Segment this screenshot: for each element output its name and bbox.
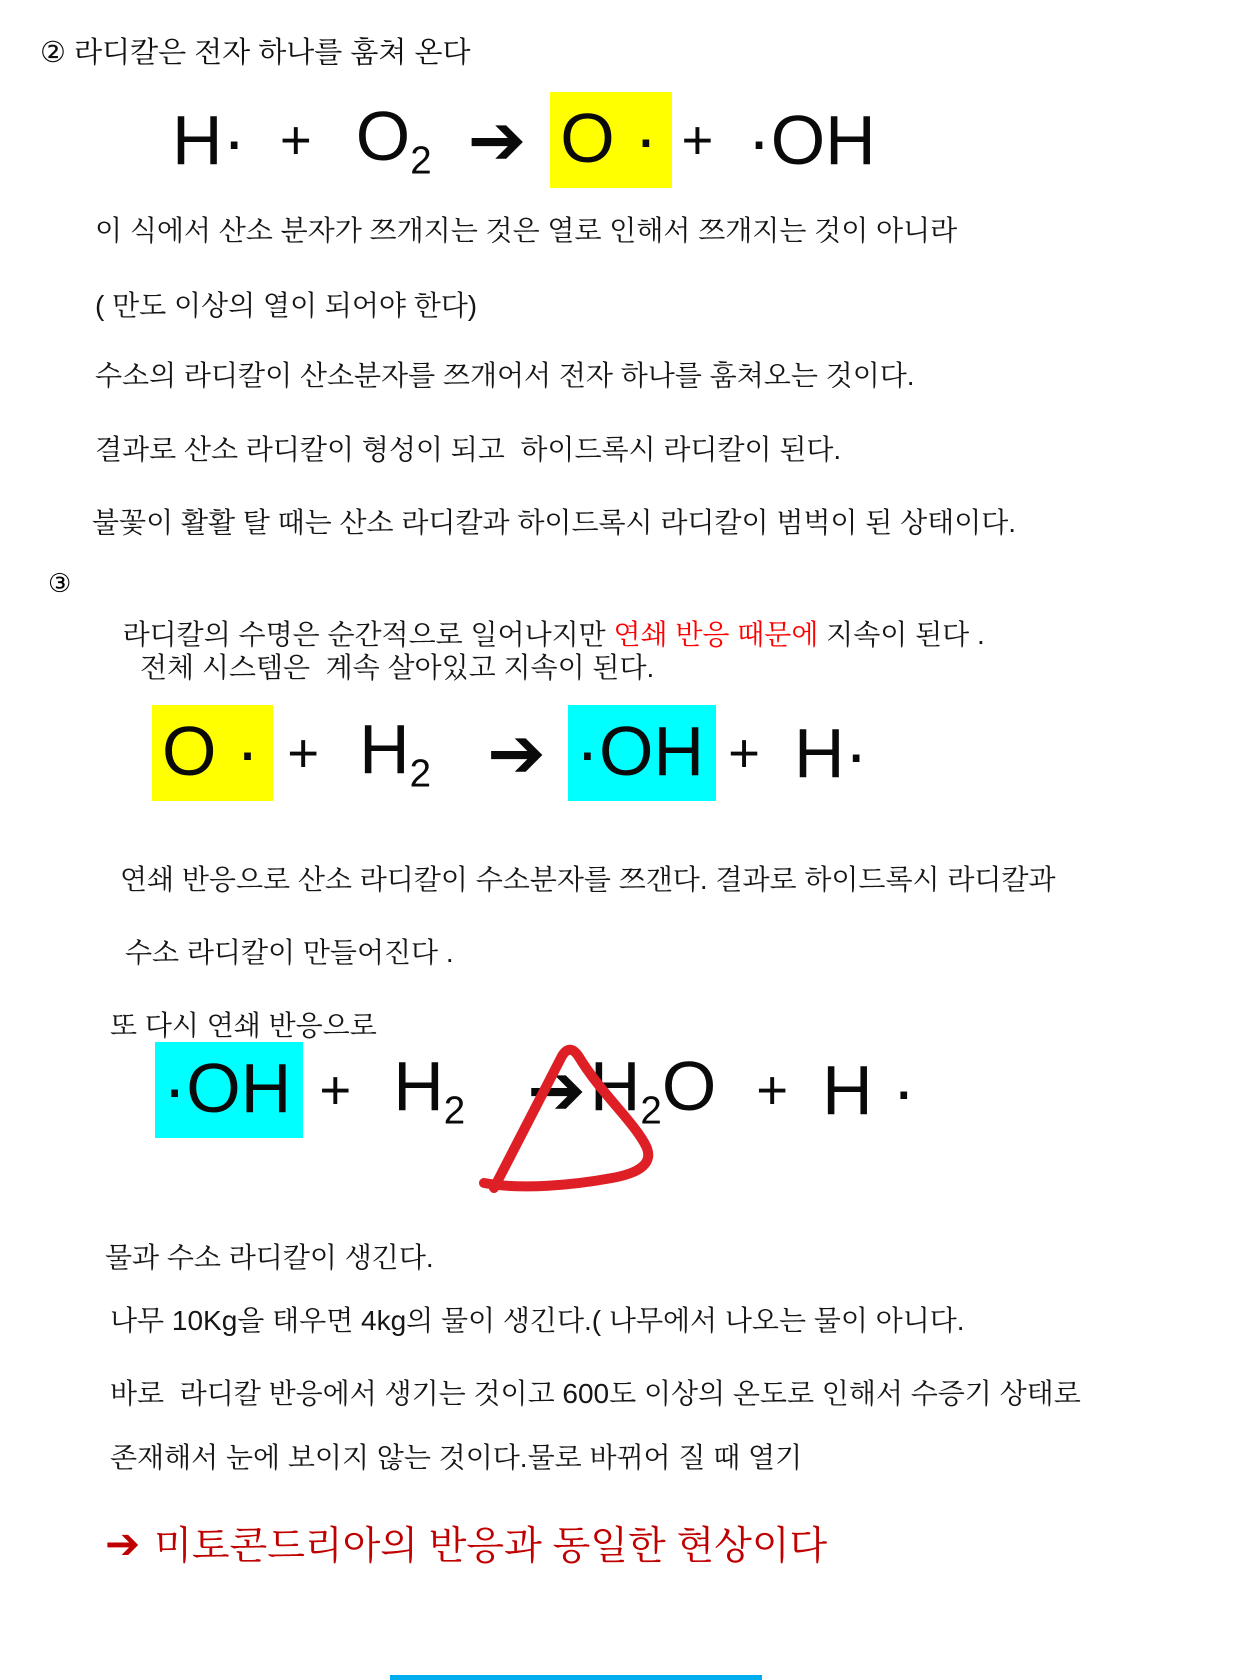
red-emphasis-text: 연쇄 반응 때문에 [613,619,819,650]
section2-heading [40,30,470,71]
red-arrow-icon: ➔ [105,1519,141,1567]
eq2-product-oh-highlighted: ·OH [568,705,716,801]
equation-3 [155,1042,915,1138]
eq2-plus-2: + [728,722,760,784]
eq2-reactant-h2: $H_2$ [359,710,432,796]
paragraph-line: 결과로 산소 라디칼이 형성이 되고 하이드록시 라디칼이 된다. [95,434,842,465]
paragraph-line: 불꽃이 활활 탈 때는 산소 라디칼과 하이드록시 라디칼이 범벅이 된 상태이다. [92,507,1017,538]
eq1-reactant-h: H· [172,101,246,179]
paragraph-line: 수소 라디칼이 만들어진다 . [125,937,454,968]
conclusion-line [105,1515,827,1571]
section3-line-1 [107,582,985,652]
eq2-reactant-o-radical-highlighted: O · [152,705,273,801]
eq3-product-h-radical: H · [822,1051,916,1129]
eq2-arrow-icon: ➔ [487,714,546,792]
paragraph-line: 이 식에서 산소 분자가 쯔개지는 것은 열로 인해서 쯔개지는 것이 아니라 [95,215,958,246]
line-text: 라디칼의 수명은 순간적으로 일어나지만 [122,619,614,650]
section2-marker: ② [40,37,66,69]
eq3-plus-2: + [756,1059,789,1121]
eq1-product-o-radical-highlighted: O · [550,92,671,188]
eq1-plus-2: + [681,109,714,171]
eq1-o2-subscript: 2 [410,139,432,183]
paragraph-line: 수소의 라디칼이 산소분자를 쯔개어서 전자 하나를 훔쳐오는 것이다. [95,360,915,391]
paragraph-line: 물과 수소 라디칼이 생긴다. [105,1242,434,1273]
eq3-h2-subscript: 2 [443,1089,466,1133]
eq3-reactant-oh-highlighted: ·OH [155,1042,303,1138]
eq3-reactant-h2: $H_2$ [393,1047,466,1133]
eq3-plus-1: + [319,1059,352,1121]
eq3-h2o-subscript: 2 [640,1089,662,1133]
paragraph-line: 바로 라디칼 반응에서 생기는 것이고 600도 이상의 온도로 인해서 수증기 상태로 [110,1378,1081,1409]
equation-2 [152,705,868,801]
eq3-arrow-icon: ➔ [527,1051,586,1129]
eq3-product-h2o: $H_2O$ [589,1047,717,1133]
eq2-product-h-radical: H· [793,714,868,792]
paragraph-line: 연쇄 반응으로 산소 라디칼이 수소분자를 쯔갠다. 결과로 하이드록시 라디칼과 [120,864,1056,895]
section2-title: 라디칼은 전자 하나를 훔쳐 온다 [66,37,471,69]
paragraph-line: 전체 시스템은 계속 살아있고 지속이 된다. [140,652,655,683]
eq1-product-oh: ·OH [747,101,876,179]
line-text: 지속이 된다 . [818,619,985,650]
paragraph-line: 존재해서 눈에 보이지 않는 것이다.물로 바뀌어 질 때 열기 [110,1442,803,1473]
paragraph-line: ( 만도 이상의 열이 되어야 한다) [95,290,478,321]
bottom-blue-line [390,1675,762,1680]
eq1-plus-1: + [279,109,312,171]
section3-marker: ③ [48,568,72,598]
paragraph-line: 나무 10Kg을 태우면 4kg의 물이 생긴다.( 나무에서 나오는 물이 아니다. [110,1305,965,1336]
eq1-arrow-icon: ➔ [467,101,527,179]
conclusion-text: 미토콘드리아의 반응과 동일한 현상이다 [154,1525,828,1568]
eq1-reactant-o2: $O_2$ [355,97,432,183]
eq2-h2-subscript: 2 [409,752,432,796]
equation-1 [172,92,876,188]
paragraph-line: 또 다시 연쇄 반응으로 [110,1010,377,1041]
eq2-plus-1: + [287,722,320,784]
